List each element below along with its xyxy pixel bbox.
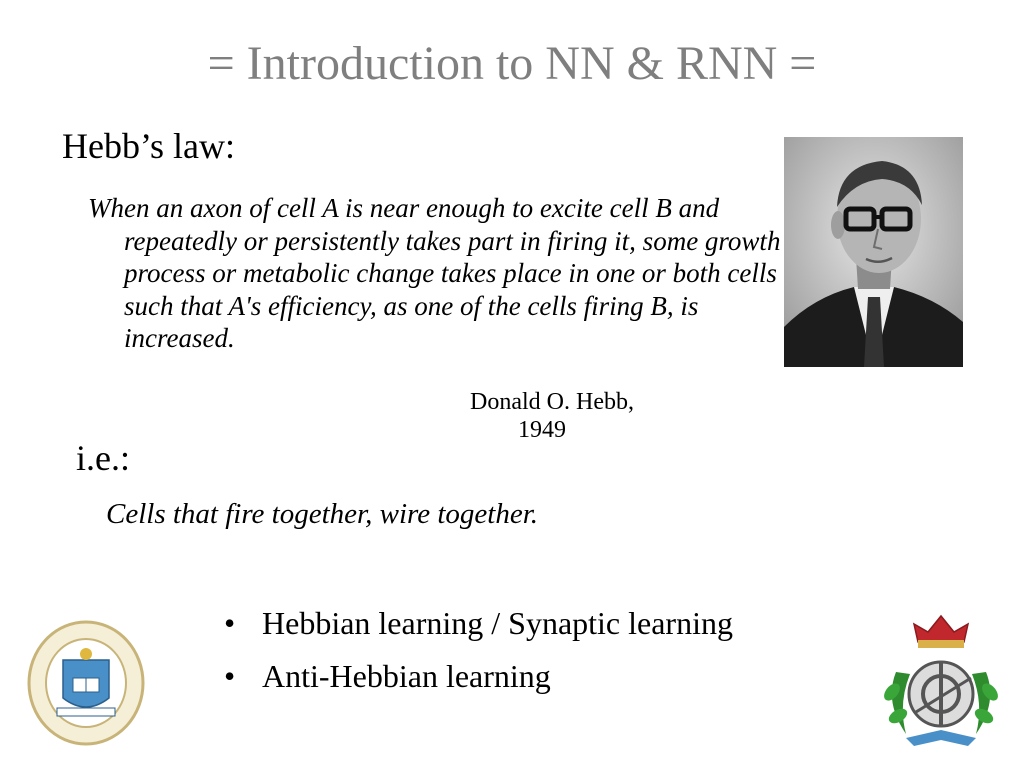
ie-heading: i.e.: <box>76 438 130 478</box>
hebb-quote: When an axon of cell A is near enough to excite cell B and repeatedly or persistently takes part in firing it, some growth process or metabolic change takes place in one or both cells such that A's efficiency, as one of the cells firing B, is increased. <box>88 193 781 353</box>
upm-seal-icon <box>27 620 145 746</box>
hebbian-motto: Cells that fire together, wire together. <box>106 498 539 530</box>
portrait-illustration <box>784 137 963 367</box>
bullet-item-hebbian: • Hebbian learning / Synaptic learning <box>224 604 744 643</box>
hebb-portrait-photo <box>784 137 963 367</box>
attribution-name: Donald O. Hebb, <box>470 389 634 415</box>
faculty-informatics-logo <box>876 612 1006 754</box>
fi-crest-icon <box>876 612 1006 754</box>
slide-title: = Introduction to NN & RNN = <box>207 37 817 90</box>
upm-logo <box>27 620 145 746</box>
bullet-list <box>224 604 744 710</box>
quote-attribution <box>470 388 710 444</box>
attribution-year: 1949 <box>518 417 566 443</box>
hebbs-law-heading: Hebb’s law: <box>62 126 235 166</box>
bullet-item-anti-hebbian: • Anti-Hebbian learning <box>224 657 744 696</box>
